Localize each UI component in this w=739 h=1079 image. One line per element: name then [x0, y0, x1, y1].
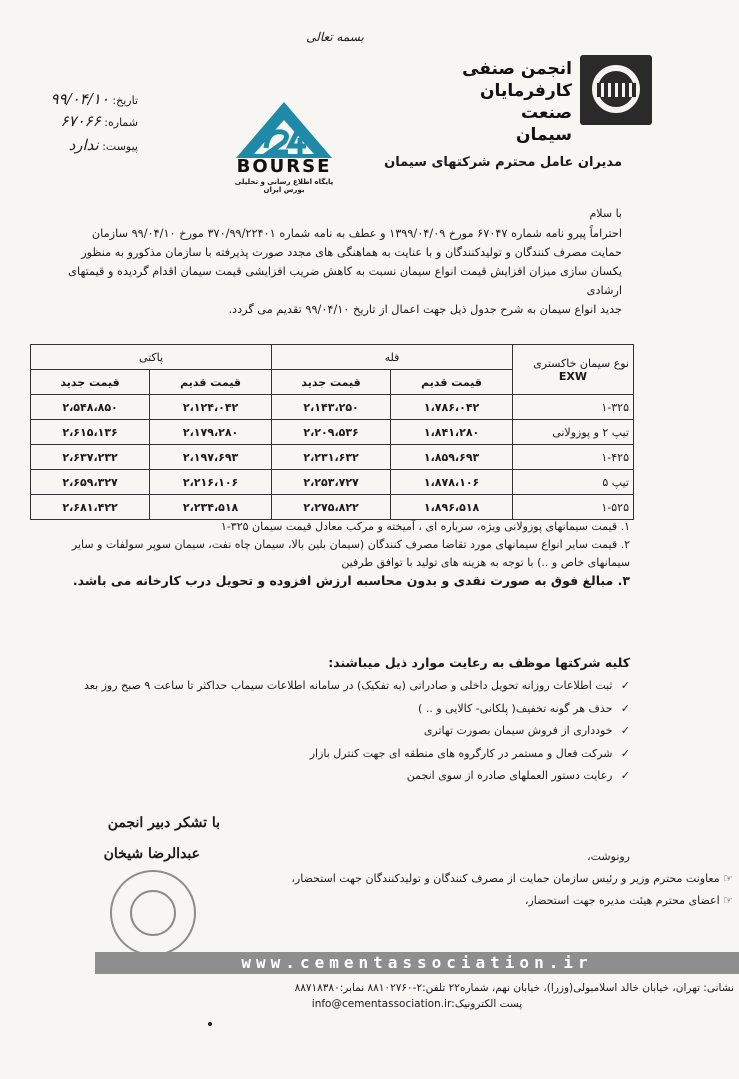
number-label: شماره: — [104, 116, 138, 129]
obligations-title: کلیه شرکتها موظف به رعایت موارد ذیل میباشند: — [328, 655, 630, 670]
note-item: سیمانهای خاص و ..) با توجه به هزینه های تولید با توافق طرفین — [341, 556, 630, 569]
ink-dot — [208, 1022, 212, 1026]
date-line — [18, 90, 138, 108]
bourse-logo-subtitle: پایگاه اطلاع رسانی و تحلیلی بورس ایران — [234, 178, 334, 194]
website-banner: www.cementassociation.ir — [95, 952, 739, 974]
pointing-hand-icon: ☞ — [723, 872, 733, 885]
type-header-label: نوع سیمان خاکستری — [533, 356, 629, 370]
email-line — [100, 996, 734, 1012]
bulk-new-cell: ۲،۲۰۹،۵۳۶ — [272, 420, 391, 445]
table-row — [31, 470, 634, 495]
note-item: ۱. قیمت سیمانهای پوزولانی ویژه، سرباره ای ، آمیخته و مرکب معادل قیمت سیمان ۳۲۵-۱ — [220, 520, 630, 533]
note-item: ۲. قیمت سایر انواع سیمانهای مورد تقاضا مصرف کنندگان (سیمان بلین بالا، سیمان چاه نفت، سیمان سوپر سولفات و سایر — [71, 538, 630, 551]
cc-text: معاونت محترم وزیر و رئیس سازمان حمایت از مصرف کنندگان و تولیدکنندگان جهت استحضار، — [291, 872, 720, 885]
bulk-new-cell: ۲،۲۷۵،۸۲۲ — [272, 495, 391, 520]
table-row — [31, 495, 634, 520]
obligations-list — [40, 675, 630, 788]
obligation-item — [40, 720, 630, 743]
obligation-text: حذف هر گونه تخفیف( پلکانی- کالایی و .. ) — [418, 701, 613, 715]
table-row — [31, 420, 634, 445]
cc-list — [185, 868, 733, 912]
price-table — [30, 344, 634, 520]
association-name-line: کارفرمایان — [480, 81, 572, 101]
cement-type-cell: ۱-۴۲۵ — [513, 445, 634, 470]
official-seal-stamp — [110, 870, 196, 956]
number-value: ۶۷۰۶۶ — [60, 112, 101, 130]
packed-old-cell: ۲،۱۷۹،۲۸۰ — [150, 420, 272, 445]
body-line: احتراماً پیرو نامه شماره ۶۷۰۴۷ مورخ ۱۳۹۹/۰۴/۰۹ و عطف به نامه شماره ۳۷۰/۹۹/۲۲۴۰۱ مورخ ۹۹/۰۴/۱۰ سازمان — [91, 227, 622, 240]
signature-name: عبدالرضا شیخان — [103, 846, 200, 862]
notes-list — [30, 518, 630, 590]
obligation-text: ثبت اطلاعات روزانه تحویل داخلی و صادراتی (به تفکیک) در سامانه اطلاعات سیماب حداکثر تا ساعت ۹ صبح روز بعد — [83, 679, 613, 692]
signature-title: با تشکر دبیر انجمن — [107, 815, 220, 831]
checkmark-icon: ✓ — [620, 724, 630, 737]
cc-title: رونوشت، — [587, 850, 630, 863]
obligation-item — [40, 765, 630, 788]
obligation-item — [40, 675, 630, 698]
packed-group-header: پاکتی — [31, 345, 272, 370]
bourse-logo-wordmark: BOURSE — [236, 156, 332, 177]
attachment-value: ندارد — [68, 136, 99, 154]
table-row — [31, 395, 634, 420]
bulk-old-cell: ۱،۸۵۹،۶۹۳ — [391, 445, 513, 470]
bulk-old-cell: ۱،۷۸۶،۰۴۲ — [391, 395, 513, 420]
association-name-line: صنعت سیمان — [516, 103, 572, 145]
table-header-row — [31, 345, 634, 370]
bismillah-heading: بسمه تعالی — [306, 30, 364, 44]
obligation-text: شرکت فعال و مستمر در کارگروه های منطقه ای جهت کنترل بازار — [309, 746, 613, 760]
table-row — [31, 445, 634, 470]
pointing-hand-icon: ☞ — [723, 894, 733, 907]
number-line — [18, 112, 138, 130]
cc-text: اعضای محترم هیئت مدیره جهت استحضار، — [524, 894, 720, 907]
bulk-old-cell: ۱،۸۷۸،۱۰۶ — [391, 470, 513, 495]
note-item: ۳. مبالغ فوق به صورت نقدی و بدون محاسبه ارزش افزوده و تحویل درب کارخانه می باشد. — [72, 573, 630, 588]
obligation-item — [40, 698, 630, 721]
bulk-old-price-header: قیمت قدیم — [391, 370, 513, 395]
bulk-new-cell: ۲،۱۴۳،۲۵۰ — [272, 395, 391, 420]
table-type-header — [513, 345, 634, 395]
packed-new-cell: ۲،۶۸۱،۴۲۲ — [31, 495, 150, 520]
cc-item — [185, 890, 733, 912]
date-value: ۹۹/۰۴/۱۰ — [50, 90, 109, 108]
footer-address — [100, 980, 734, 1012]
bulk-new-cell: ۲،۲۳۱،۶۳۲ — [272, 445, 391, 470]
packed-old-cell: ۲،۱۲۴،۰۴۲ — [150, 395, 272, 420]
cement-type-cell: ۱-۵۲۵ — [513, 495, 634, 520]
body-line: جدید انواع سیمان به شرح جدول ذیل جهت اعمال از تاریخ ۹۹/۰۴/۱۰ تقدیم می گردد. — [228, 303, 622, 316]
packed-new-cell: ۲،۶۱۵،۱۳۶ — [31, 420, 150, 445]
checkmark-icon: ✓ — [620, 769, 630, 782]
bulk-old-cell: ۱،۸۴۱،۲۸۰ — [391, 420, 513, 445]
bulk-group-header: فله — [272, 345, 513, 370]
body-line: حمایت مصرف کنندگان و تولیدکنندگان و با عنایت به هماهنگی های مجدد صورت پذیرفته با سازمان مذکورو به منظور — [81, 246, 622, 259]
checkmark-icon: ✓ — [620, 701, 630, 715]
cc-item — [185, 868, 733, 890]
cement-type-cell: تیپ ۵ — [513, 470, 634, 495]
bulk-old-cell: ۱،۸۹۶،۵۱۸ — [391, 495, 513, 520]
body-line: یکسان سازی میزان افزایش قیمت انواع سیمان نسبت به کاهش ضریب افزایشی قیمت سیمان اقدام گردیده و قیمتهای ارشادی — [68, 265, 622, 297]
checkmark-icon: ✓ — [620, 746, 630, 760]
packed-old-cell: ۲،۲۱۶،۱۰۶ — [150, 470, 272, 495]
attachment-label: پیوست: — [102, 140, 138, 153]
seal-inner-ring — [130, 890, 176, 936]
letter-body — [30, 224, 622, 319]
obligation-item — [40, 743, 630, 766]
packed-new-cell: ۲،۶۵۹،۳۲۷ — [31, 470, 150, 495]
packed-new-cell: ۲،۵۴۸،۸۵۰ — [31, 395, 150, 420]
exw-label: EXW — [558, 369, 588, 383]
checkmark-icon: ✓ — [620, 679, 630, 692]
packed-old-cell: ۲،۱۹۷،۶۹۳ — [150, 445, 272, 470]
email-label: پست الکترونیک: — [451, 998, 523, 1010]
bulk-new-cell: ۲،۲۵۳،۷۲۷ — [272, 470, 391, 495]
association-name-line: انجمن صنفی — [462, 59, 572, 79]
packed-old-cell: ۲،۲۳۴،۵۱۸ — [150, 495, 272, 520]
packed-new-price-header: قیمت جدید — [31, 370, 150, 395]
addressee: مدیران عامل محترم شرکتهای سیمان — [384, 155, 622, 170]
cement-type-cell: تیپ ۲ و پوزولانی — [513, 420, 634, 445]
packed-old-price-header: قیمت قدیم — [150, 370, 272, 395]
association-name — [460, 58, 572, 146]
date-label: تاریخ: — [112, 94, 138, 107]
attachment-line — [18, 136, 138, 154]
association-logo — [580, 55, 652, 125]
greeting: با سلام — [589, 207, 622, 220]
logo-columns-shape — [594, 83, 638, 97]
bulk-new-price-header: قیمت جدید — [272, 370, 391, 395]
email-address: info@cementassociation.ir — [311, 998, 452, 1010]
packed-new-cell: ۲،۶۳۷،۲۳۲ — [31, 445, 150, 470]
obligation-text: رعایت دستور العملهای صادره از سوی انجمن — [406, 769, 613, 782]
obligation-text: خودداری از فروش سیمان بصورت تهاتری — [423, 724, 613, 737]
address-line: نشانی: تهران، خیابان خالد اسلامبولی(وزرا)، خیابان نهم، شماره۲۲ تلفن:۲-۸۸۱۰۲۷۶۰ نمابر:۸۸۷۱۸۳۸۰ — [294, 982, 734, 994]
cement-type-cell: ۱-۳۲۵ — [513, 395, 634, 420]
